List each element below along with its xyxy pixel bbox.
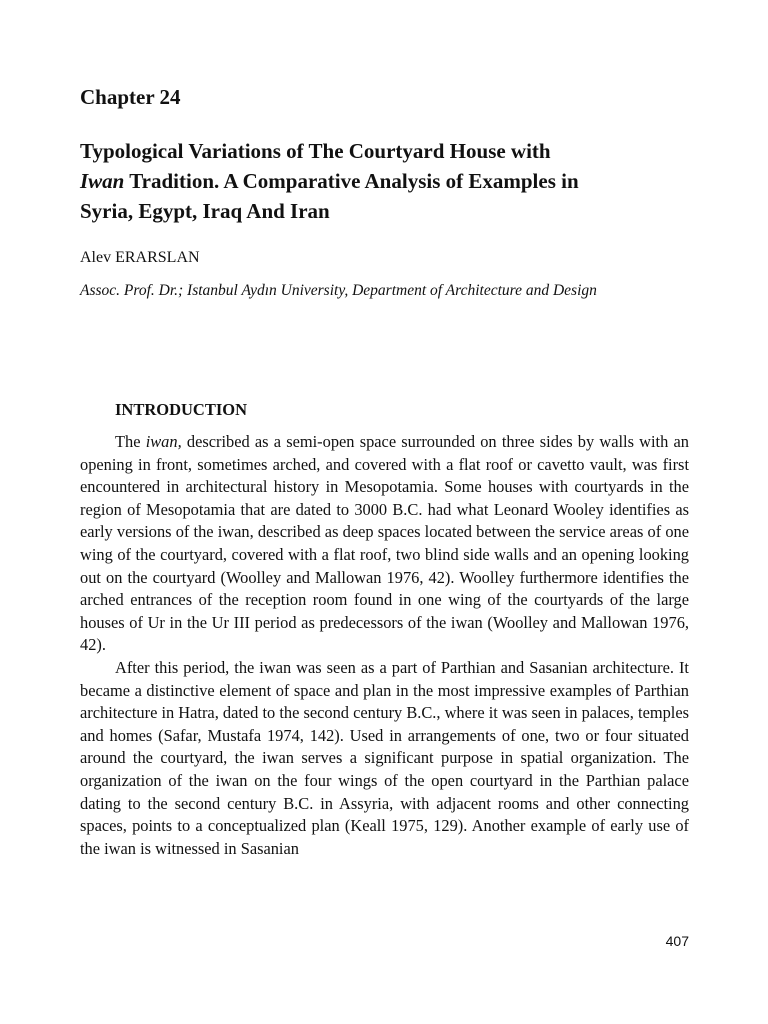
section-heading: INTRODUCTION — [115, 400, 248, 419]
paragraph-2: After this period, the iwan was seen as a part of Parthian and Sasanian architecture. It became a distinctive element of space and plan in the most impressive examples of Parthian architecture in Hatra, dated to the second century B.C., where it was seen in palaces, temples and homes (Safar, Mustafa 1974, 142). Used in arrangements of one, two or four situated around the courtyard, the iwan serves a significant purpose in spatial organization. The organization of the iwan on the four wings of the open courtyard in the Parthian palace dating to the second century B.C. in Assyria, with adjacent rooms and other connecting spaces, points to a conceptualized plan (Keall 1975, 129). Another example of early use of the iwan is witnessed in Sasanian — [80, 657, 689, 858]
page-number: 407 — [665, 933, 689, 949]
chapter-label: Chapter 24 — [80, 85, 181, 109]
body-text — [80, 431, 689, 860]
p1-italic-term: iwan, — [145, 432, 182, 451]
title-italic-word: Iwan — [80, 169, 125, 193]
p1-start: The — [115, 432, 146, 451]
document-page — [80, 0, 689, 1024]
p1-rest: described as a semi-open space surrounded on three sides by walls with an opening in front, sometimes arched, and covered with a flat roof or cavetto vault, was first encountered in architectural history in Mesopotamia. Some houses with courtyards in the region of Mesopotamia that are dated to 3000 B.C. had what Leonard Wooley identifies as early versions of the iwan, described as deep spaces located between the service areas of one wing of the courtyard, covered with a flat roof, two blind side walls and an opening looking out on the courtyard (Woolley and Mallowan 1976, 42). Woolley furthermore identifies the arched entrances of the reception room found in one wing of the courtyards of the large houses of Ur in the Ur III period as predecessors of the iwan (Woolley and Mallowan 1976, 42). — [80, 432, 689, 655]
title-line-3: Syria, Egypt, Iraq And Iran — [80, 199, 330, 223]
title-line-2: Tradition. A Comparative Analysis of Examples in — [124, 169, 579, 193]
author-affiliation: Assoc. Prof. Dr.; Istanbul Aydın University, Department of Architecture and Design — [80, 282, 597, 299]
chapter-title — [80, 136, 689, 226]
author-name: Alev ERARSLAN — [80, 249, 200, 266]
paragraph-1 — [80, 431, 689, 657]
title-line-1: Typological Variations of The Courtyard House with — [80, 139, 551, 163]
